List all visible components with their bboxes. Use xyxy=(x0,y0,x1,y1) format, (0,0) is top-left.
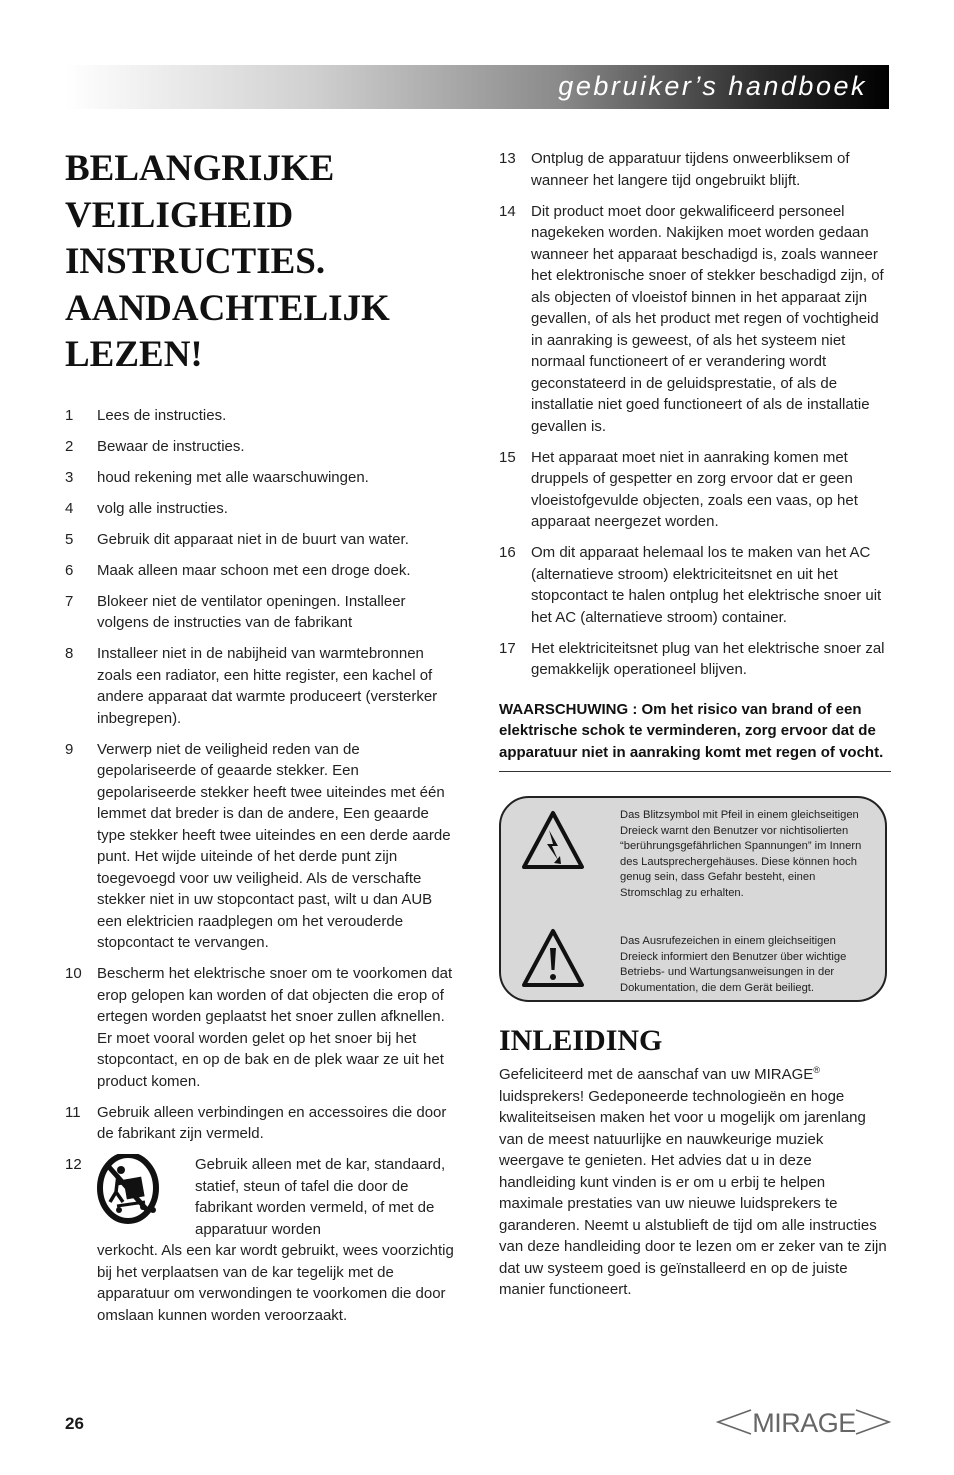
intro-text-start: Gefeliciteerd met de aanschaf van uw MIRAGE xyxy=(499,1066,814,1083)
item-number: 8 xyxy=(65,645,74,662)
item-number: 3 xyxy=(65,468,74,486)
brand-name: MIRAGE xyxy=(752,1408,856,1438)
item-number: 1 xyxy=(65,406,74,424)
item-text: Blokeer niet de ventilator openingen. Installeer volgens de instructies van de fabrikant xyxy=(97,592,406,631)
lightning-description: Das Blitzsymbol mit Pfeil in einem gleichseitigen Dreieck warnt den Benutzer vor nichtisolierten “berührungsgefährlichen Spannungen” im Innern des Lautsprechergehäuses. Diese können hoch genug sein, dass Gefahr besteht, einen Stromschlag zu erhalten. xyxy=(620,809,862,899)
item-number: 4 xyxy=(65,499,74,517)
header-title: gebruiker’s handboek xyxy=(558,71,867,101)
item-number: 16 xyxy=(499,544,516,561)
item-number: 10 xyxy=(65,965,82,982)
right-column xyxy=(499,148,891,1301)
item-text: Maak alleen maar schoon met een droge doek. xyxy=(97,561,411,579)
item-number: 9 xyxy=(65,740,74,758)
item-number: 17 xyxy=(499,639,516,657)
item-number: 13 xyxy=(499,150,516,167)
instruction-item xyxy=(499,148,891,191)
item-text: Om dit apparaat helemaal los te maken van het AC (alternatieve stroom) elektriciteitsnet en uit het stopcontact te halen ontplug het elektrische snoer uit het AC (alternatieve stroom) container. xyxy=(531,544,882,626)
item-text: houd rekening met alle waarschuwingen. xyxy=(97,468,369,486)
instruction-item xyxy=(65,405,457,427)
header-bar xyxy=(65,65,889,109)
main-title: BELANGRIJKE VEILIGHEID INSTRUCTIES. AANDACHTELIJK LEZEN! xyxy=(65,148,390,375)
item-text: Dit product moet door gekwalificeerd personeel nagekeken worden. Nakijken moet worden gedaan wanneer het apparaat beschadigd is, zoals wanneer het elektronische snoer of stekker beschadigd zijn, of als objecten of vloeistof binnen in het apparaat zijn gevallen, of als het product met regen of vochtigheid in aanraking is geweest, of als het systeem niet normaal functioneert of er verandering wordt geconstateerd in de geluidsprestatie, of als de installatie niet goed functioneert of als de installatie gevallen is. xyxy=(531,202,884,435)
instruction-item xyxy=(499,447,891,533)
registered-mark: ® xyxy=(813,1065,820,1075)
item-text: Ontplug de apparatuur tijdens onweerbliksem of wanneer het langere tijd ongebruikt blijft. xyxy=(531,150,850,189)
mirage-logo xyxy=(716,1404,891,1440)
instruction-item xyxy=(65,963,457,1092)
item-number: 6 xyxy=(65,561,74,579)
warning-text: WAARSCHUWING : Om het risico van brand of een elektrische schok te verminderen, zorg ervoor dat de apparatuur niet in aanraking komt met regen of vocht. xyxy=(499,699,891,773)
cart-tip-over-icon xyxy=(97,1154,175,1226)
item-number: 12 xyxy=(65,1156,82,1173)
page-number: 26 xyxy=(65,1414,84,1433)
instruction-item xyxy=(65,436,457,458)
instruction-item-12 xyxy=(65,1154,457,1326)
item-text: volg alle instructies. xyxy=(97,499,228,517)
instruction-item xyxy=(65,498,457,520)
item-12-head: Gebruik alleen met de kar, standaard, statief, steun of tafel die door de fabrikant worden vermeld, of met de apparatuur worden xyxy=(195,1156,446,1238)
instruction-item xyxy=(65,739,457,954)
item-text: Lees de instructies. xyxy=(97,406,227,424)
item-number: 15 xyxy=(499,448,516,466)
item-number: 2 xyxy=(65,437,74,455)
item-text: Verwerp niet de veiligheid reden van de gepolariseerde of geaarde stekker. Een gepolariseerde stekker heeft twee uiteindes met één lemmet dat breder is dan de andere, Een geaarde type stekker heeft twee uiteindes en een derde aarde punt. Het wijde uiteinde of het derde punt zijn toegevoegd voor uw veiligheid. Als de verschafte stekker niet in uw stopcontact past, wilt u dan AUB een elektricien raadplegen om het verouderde stopcontact te vervangen. xyxy=(97,740,451,951)
instruction-item xyxy=(499,542,891,628)
instruction-item xyxy=(65,560,457,582)
item-number: 7 xyxy=(65,592,74,610)
item-text: Gebruik alleen verbindingen en accessoires die door de fabrikant zijn vermeld. xyxy=(97,1103,447,1142)
item-12-tail: verkocht. Als een kar wordt gebruikt, wees voorzichtig bij het verplaatsen van de kar tegelijk met de apparatuur om verwondingen te voorkomen die door omslaan kunnen worden veroorzaakt. xyxy=(97,1242,454,1324)
lightning-warning-icon xyxy=(521,810,585,870)
intro-title: INLEIDING xyxy=(499,1024,663,1057)
exclamation-description: Das Ausrufezeichen in einem gleichseitigen Dreieck informiert den Benutzer über wichtige Betriebs- und Wartungsanweisungen in der Dokumentation, die dem Gerät beiliegt. xyxy=(620,935,847,994)
instruction-item xyxy=(499,638,891,681)
item-text: Het apparaat moet niet in aanraking komen met druppels of gespetter en zorg ervoor dat er geen vloeistofgevulde objecten, zoals een vaas, op het apparaat neergezet worden. xyxy=(531,448,858,530)
exclamation-warning-icon xyxy=(521,928,585,988)
instruction-item xyxy=(65,529,457,551)
item-text: Installeer niet in de nabijheid van warmtebronnen zoals een radiator, een hitte register, een kachel of andere apparaat dat warmte produceert (versterker inbegrepen). xyxy=(97,645,438,727)
item-text: Bescherm het elektrische snoer om te voorkomen dat erop gelopen kan worden of dat objecten die erop of ertegen worden geplaatst het snoer zullen afknellen. Er moet vooral worden gelet op het snoer bij het stopcontact, en op de bak en de plek waar ze uit het product komen. xyxy=(97,965,453,1090)
warning-block xyxy=(499,699,891,773)
instruction-list-right xyxy=(499,148,891,681)
item-text: Het elektriciteitsnet plug van het elektrische snoer zal gemakkelijk operationeel blijven. xyxy=(531,639,885,678)
item-number: 11 xyxy=(65,1103,81,1121)
item-text: Bewaar de instructies. xyxy=(97,437,245,455)
instruction-item xyxy=(65,643,457,729)
item-text: Gebruik dit apparaat niet in de buurt van water. xyxy=(97,530,409,548)
instruction-item xyxy=(499,201,891,438)
instruction-item xyxy=(65,467,457,489)
left-column xyxy=(65,140,457,1326)
instruction-list-left xyxy=(65,405,457,1145)
safety-symbols-box xyxy=(499,796,887,1002)
item-number: 14 xyxy=(499,202,516,220)
instruction-item xyxy=(65,591,457,634)
item-number: 5 xyxy=(65,530,74,548)
intro-text xyxy=(499,1060,891,1301)
intro-text-rest: luidsprekers! Gedeponeerde technologieën en hoge kwaliteitseisen maken het voor u mogelijk om jarenlang van de meest natuurlijke en nauwkeurige muziek weergave te genieten. Het advies dat u in deze handleiding kunt vinden is er om u erbij te helpen maximale prestaties van uw nieuwe luidsprekers te garanderen. Neemt u alstublieft de tijd om alle instructies van deze handleiding door te lezen om er zeker van te zijn dat uw systeem goed is geïnstalleerd en op de juiste manier functioneert. xyxy=(499,1087,887,1298)
instruction-item xyxy=(65,1102,457,1145)
